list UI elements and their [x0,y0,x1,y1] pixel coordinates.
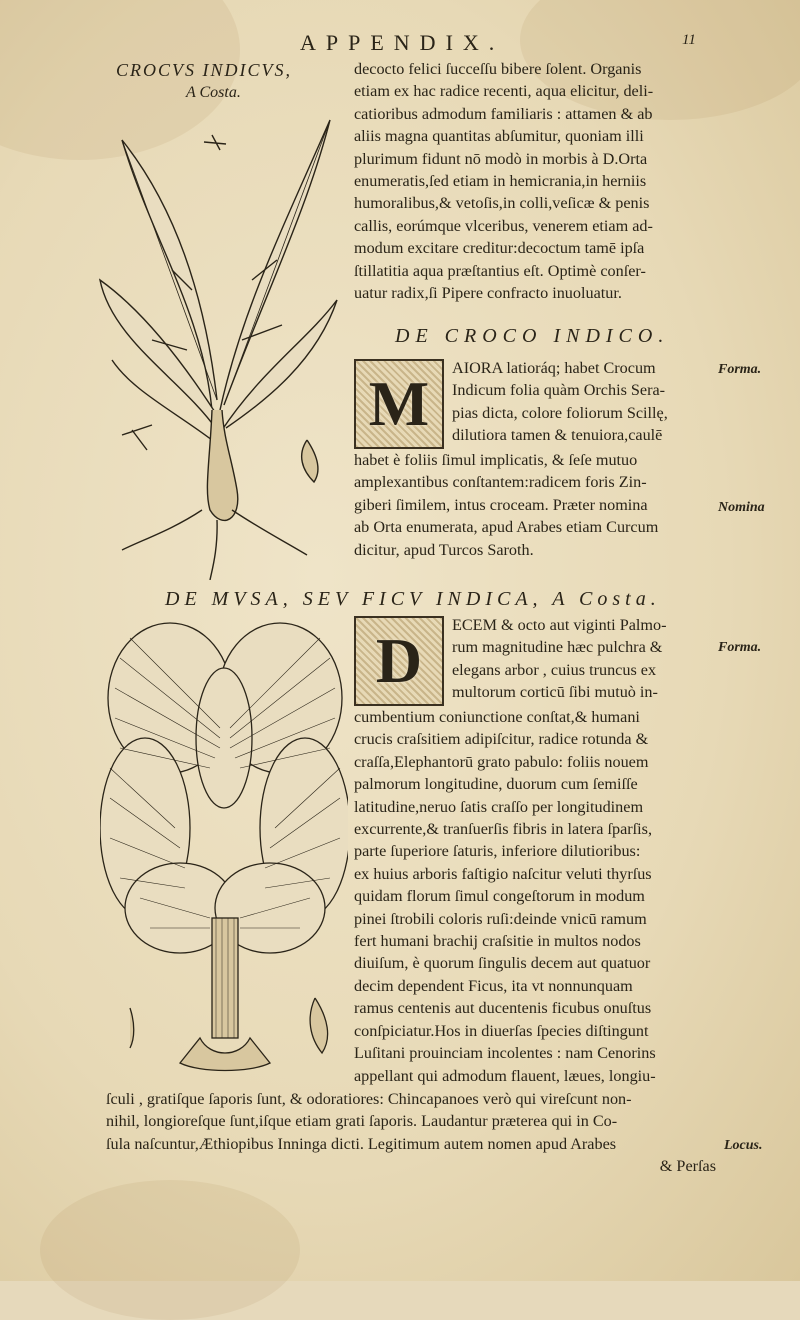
text-line: plurimum fidunt nō modò in morbis à D.Orta [354,149,648,168]
decorated-initial-m: M [354,359,444,449]
text-line: ramus centenis aut ducentenis ficubus onuſtus [354,999,652,1018]
text-line: latitudine,neruo ſatis craſſo per longitudinem [354,797,644,816]
text-line: humoralibus,& vetoſis,in colli,veſicæ & penis [354,194,650,213]
text-line: ſculi , gratiſque ſaporis ſunt, & odoratiores: Chincapanoes verò qui vireſcunt non- [106,1090,632,1108]
text-line: AIORA latioráq; habet Crocum [452,359,656,377]
text-line: decim dependent Ficus, ita vt nonnunquam [354,976,633,995]
text-line: Luſitani prouinciam incolentes : nam Cenorins [354,1044,656,1063]
text-line: nihil, longioreſque ſunt,iſque etiam grati ſaporis. Laudantur præterea qui in Co- [106,1112,618,1131]
text-line: pinei ſtrobili coloris ruſi:deinde vnicū ramum [354,909,647,928]
crocus-subtitle: A Costa. [186,84,241,101]
text-line: decocto felici ſucceſſu bibere ſolent. Organis [354,60,642,78]
text-line: aliis magna quantitas abſumitur, quoniam illi [354,127,644,146]
text-line: elegans arbor , cuius truncus ex [452,660,657,679]
text-line: modum excitare creditur:decoctum tamē ipſa [354,239,645,258]
crocus-indicus-illustration [92,110,342,580]
margin-note-locus: Locus. [724,1138,763,1153]
text-line: amplexantibus conſtantem:radicem foris Zin- [354,473,647,492]
text-line: quidam florum ſimul congeſtorum in modum [354,887,645,906]
text-line: conſpiciatur.Hos in diuerſas ſpecies diſtingunt [354,1021,649,1040]
age-stain [40,1180,300,1320]
text-line: multorum corticū ſibi mutuò in- [452,683,658,702]
text-line: enumeratis,ſed etiam in hemicrania,in herniis [354,172,647,191]
crocus-intro-text [354,58,710,304]
text-line: ECEM & octo aut viginti Palmo- [452,616,667,634]
text-line: excurrente,& tranſuerſis fibris in latera ſparſis, [354,820,653,839]
text-line: catioribus admodum familiaris : attamen & ab [354,104,653,123]
text-line: crucis craſsitiem adipiſcitur, radice rotunda & [354,730,649,749]
text-line: ſtillatitia aqua præſtantius eſt. Optimè conſer- [354,261,646,280]
de-croco-heading: DE CROCO INDICO. [395,325,670,347]
text-line: cumbentium coniunctione conſtat,& humani [354,708,640,726]
running-title: APPENDIX. [300,30,505,55]
text-line: pias dicta, colore foliorum Scillę, [452,403,668,422]
musa-banana-tree-illustration [100,618,348,1078]
decorated-initial-d: D [354,616,444,706]
text-line: callis, eorúmque vlceribus, venerem etiam ad- [354,216,653,235]
margin-note-nomina: Nomina [718,500,765,515]
text-line: appellant qui admodum flauent, læues, longiu- [354,1066,656,1085]
margin-note-forma: Forma. [718,640,762,655]
text-line: ex huius arboris faſtigio naſcitur veluti thyrſus [354,864,652,883]
page-number: 11 [682,32,696,48]
crocus-title: CROCVS INDICVS, [116,60,292,80]
text-line: fert humani brachij craſsitie in multos nodos [354,932,641,951]
text-line: ab Orta enumerata, apud Arabes etiam Curcum [354,518,659,537]
text-line: uatur radix,ſi Pipere confracto inuoluatur. [354,284,622,303]
text-line: rum magnitudine hæc pulchra & [452,638,663,657]
text-line: giberi ſimilem, intus croceam. Præter nomina [354,495,648,514]
de-musa-heading: DE MVSA, SEV FICV INDICA, A Costa. [165,588,661,610]
de-musa-text [354,614,712,1087]
text-line: diuiſum, è quorum ſingulis decem aut quatuor [354,954,651,973]
text-line: dicitur, apud Turcos Saroth. [354,540,534,559]
text-line: & Perſas [659,1157,716,1176]
de-musa-closing-text [106,1088,716,1178]
text-line: ſula naſcuntur,Æthiopibus Inninga dicti. Legitimum autem nomen apud Arabes [106,1134,617,1153]
text-line: habet è foliis ſimul implicatis, & ſeſe mutuo [354,451,638,469]
text-line: palmorum longitudine, duorum cum ſemiſſe [354,775,638,794]
text-line: craſſa,Elephantorū grato pabulo: foliis nouem [354,752,649,771]
text-line: parte ſuperiore ſaturis, inferiore dilutioribus: [354,842,641,861]
margin-note-forma: Forma. [718,362,762,377]
text-line: dilutiora tamen & tenuiora,caulē [452,426,663,445]
de-croco-text [354,357,710,561]
text-line: etiam ex hac radice recenti, aqua elicitur, deli- [354,82,654,101]
text-line: Indicum folia quàm Orchis Sera- [452,381,666,400]
